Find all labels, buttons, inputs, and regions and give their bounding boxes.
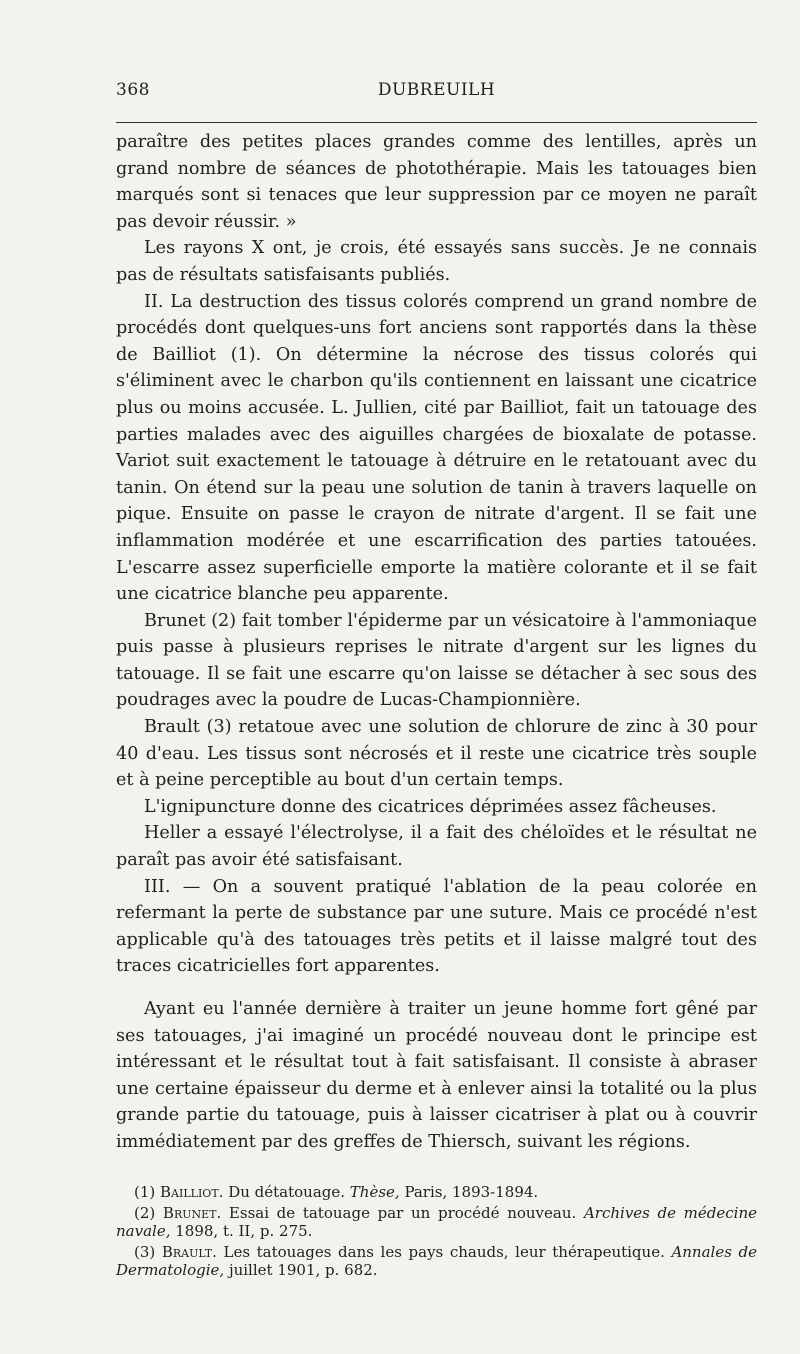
footnote-1 [116, 1183, 757, 1202]
body-text [116, 129, 757, 1156]
footnote-author: Brault [161, 1242, 213, 1261]
paragraph-1: paraître des petites places grandes comme des lentilles, après un grand nombre de séances de photothérapie. Mais les tatouages bien marqués sont si tenaces que leur suppression par ce moyen ne paraît pas devoir réussir. » [116, 132, 757, 232]
footnote-text-end: Paris, 1893-1894. [399, 1183, 539, 1201]
paragraph-5: Brault (3) retatoue avec une solution de chlorure de zinc à 30 pour 40 d'eau. Les tissus sont nécrosés et il reste une cicatrice très souple et à peine perceptible au bout d'un certain temps. [116, 717, 757, 791]
footnote-text: . Les tatouages dans les pays chauds, leur thérapeutique. [212, 1242, 672, 1261]
header-rule [116, 122, 757, 123]
paragraph-9: Ayant eu l'année dernière à traiter un jeune homme fort gêné par ses tatouages, j'ai imaginé un procédé nouveau dont le principe est intéressant et le résultat tout à fait satisfaisant. Il consiste à abraser une certaine épaisseur du derme et à enlever ainsi la totalité ou la plus grande partie du tatouage, puis à laisser cicatriser à plat ou à couvrir immédiatement par des greffes de Thiersch, suivant les régions. [116, 999, 757, 1152]
footnotes [116, 1183, 757, 1282]
footnote-italic: Annales de Dermatologie, [116, 1242, 757, 1279]
footnote-3 [116, 1243, 757, 1280]
footnote-italic: Archives de médecine navale, [116, 1203, 757, 1240]
page-number: 368 [116, 80, 150, 100]
footnote-italic: Thèse, [349, 1183, 400, 1201]
paragraph-6: L'ignipuncture donne des cicatrices déprimées assez fâcheuses. [144, 796, 717, 817]
footnote-marker: (3) [134, 1242, 156, 1261]
paragraph-4: Brunet (2) fait tomber l'épiderme par un vésicatoire à l'ammoniaque puis passe à plusieurs reprises le nitrate d'argent sur les lignes du tatouage. Il se fait une escarre qu'on laisse se détacher à sec sous des poudrages avec la poudre de Lucas-Championnière. [116, 610, 757, 711]
footnote-marker: (2) [134, 1203, 156, 1222]
footnote-text-end: juillet 1901, p. 682. [224, 1261, 378, 1279]
footnote-marker: (1) [134, 1183, 156, 1201]
running-title: DUBREUILH [377, 80, 496, 100]
paragraph-7: Heller a essayé l'électrolyse, il a fait des chéloïdes et le résultat ne paraît pas avoir été satisfaisant. [116, 823, 757, 871]
footnote-2 [116, 1204, 757, 1241]
paragraph-2: Les rayons X ont, je crois, été essayés sans succès. Je ne connais pas de résultats satisfaisants publiés. [116, 238, 757, 285]
paragraph-3: II. La destruction des tissus colorés comprend un grand nombre de procédés dont quelques-uns fort anciens sont rapportés dans la thèse de Bailliot (1). On détermine la nécrose des tissus colorés qui s'éliminent avec le charbon qu'ils contiennent en laissant une cicatrice plus ou moins accusée. L. Jullien, cité par Bailliot, fait un tatouage des parties malades avec des aiguilles chargées de bioxalate de potasse. Variot suit exactement le tatouage à détruire en le retatouant avec du tanin. On étend sur la peau une solution de tanin à travers laquelle on pique. Ensuite on passe le crayon de nitrate d'argent. Il se fait une inflammation modérée et une escarrification des parties tatouées. L'escarre assez superficielle emporte la matière colorante et il se fait une cicatrice blanche peu apparente. [116, 291, 757, 605]
footnote-author: Brunet [162, 1203, 217, 1222]
footnote-text: . Essai de tatouage par un procédé nouveau. [216, 1203, 584, 1222]
footnote-text: . Du détatouage. [218, 1183, 350, 1201]
footnote-author: Bailliot [160, 1183, 219, 1201]
page-header [116, 80, 757, 102]
footnote-text-end: 1898, t. II, p. 275. [170, 1222, 313, 1240]
paragraph-8: III. — On a souvent pratiqué l'ablation de la peau colorée en refermant la perte de substance par une suture. Mais ce procédé n'est applicable qu'à des tatouages très petits et il laisse malgré tout des traces cicatricielles fort apparentes. [116, 876, 757, 977]
